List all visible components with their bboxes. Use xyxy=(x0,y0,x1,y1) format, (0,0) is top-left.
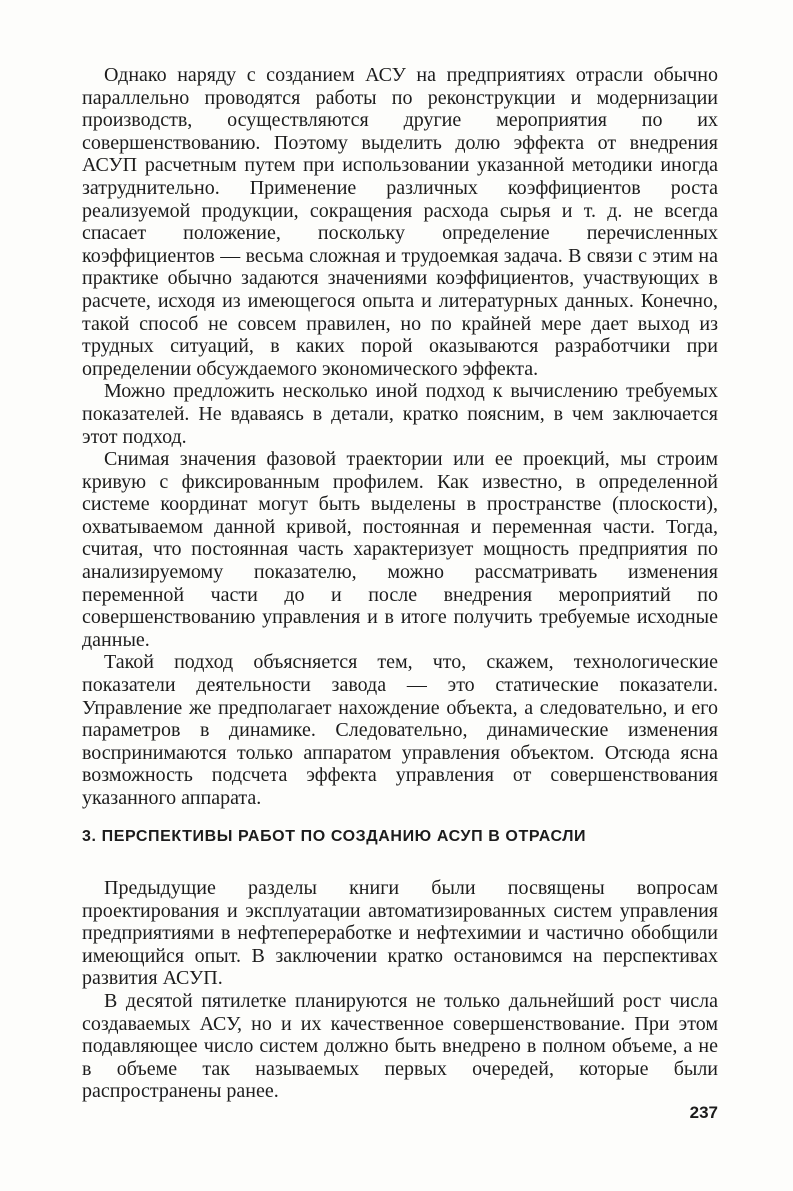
paragraph: Такой подход объясняется тем, что, скажем, технологические показатели деятельности завода — это статические показатели. Управление же предполагает нахождение объекта, а следовательно, и его параметров в динамике. Следовательно, динамические изменения воспринимаются только аппаратом управления объектом. Отсюда ясна возможность подсчета эффекта управления от совершенствования указанного аппарата. xyxy=(82,651,718,809)
paragraph: В десятой пятилетке планируются не только дальнейший рост числа создаваемых АСУ, но и их качественное совершенствование. При этом подавляющее число систем должно быть внедрено в полном объеме, а не в объеме так называемых первых очередей, которые были распространены ранее. xyxy=(82,989,718,1103)
paragraph: Однако наряду с созданием АСУ на предприятиях отрасли обычно параллельно проводятся работы по реконструкции и модернизации производств, осуществляются другие мероприятия по их совершенствованию. Поэтому выделить долю эффекта от внедрения АСУП расчетным путем при использовании указанной методики иногда затруднительно. Применение различных коэффициентов роста реализуемой продукции, сокращения расхода сырья и т. д. не всегда спасает положение, поскольку определение перечисленных коэффициентов — весьма сложная и трудоемкая задача. В связи с этим на практике обычно задаются значениями коэффициентов, участвующих в расчете, исходя из имеющегося опыта и литературных данных. Конечно, такой способ не совсем правилен, но по крайней мере дает выход из трудных ситуаций, в каких порой оказываются разработчики при определении обсуждаемого экономического эффекта. xyxy=(82,64,718,380)
paragraph: Можно предложить несколько иной подход к вычислению требуемых показателей. Не вдаваясь в детали, кратко поясним, в чем заключается этот подход. xyxy=(82,380,718,448)
paragraph: Снимая значения фазовой траектории или ее проекций, мы строим кривую с фиксированным профилем. Как известно, в определенной системе координат могут быть выделены в пространстве (плоскости), охватываемом данной кривой, постоянная и переменная части. Тогда, считая, что постоянная часть характеризует мощность предприятия по анализируемому показателю, можно рассматривать изменения переменной части до и после внедрения мероприятий по совершенствованию управления и в итоге получить требуемые исходные данные. xyxy=(82,448,718,651)
page-number: 237 xyxy=(689,1103,718,1122)
paragraph: Предыдущие разделы книги были посвящены вопросам проектирования и эксплуатации автоматизированных систем управления предприятиями в нефтепереработке и нефтехимии и частично обобщили имеющийся опыт. В заключении кратко остановимся на перспективах развития АСУП. xyxy=(82,877,718,990)
section-heading: 3. ПЕРСПЕКТИВЫ РАБОТ ПО СОЗДАНИЮ АСУП В ОТРАСЛИ xyxy=(82,828,587,845)
body-text-top xyxy=(82,64,718,810)
body-text-bottom xyxy=(82,877,718,1103)
